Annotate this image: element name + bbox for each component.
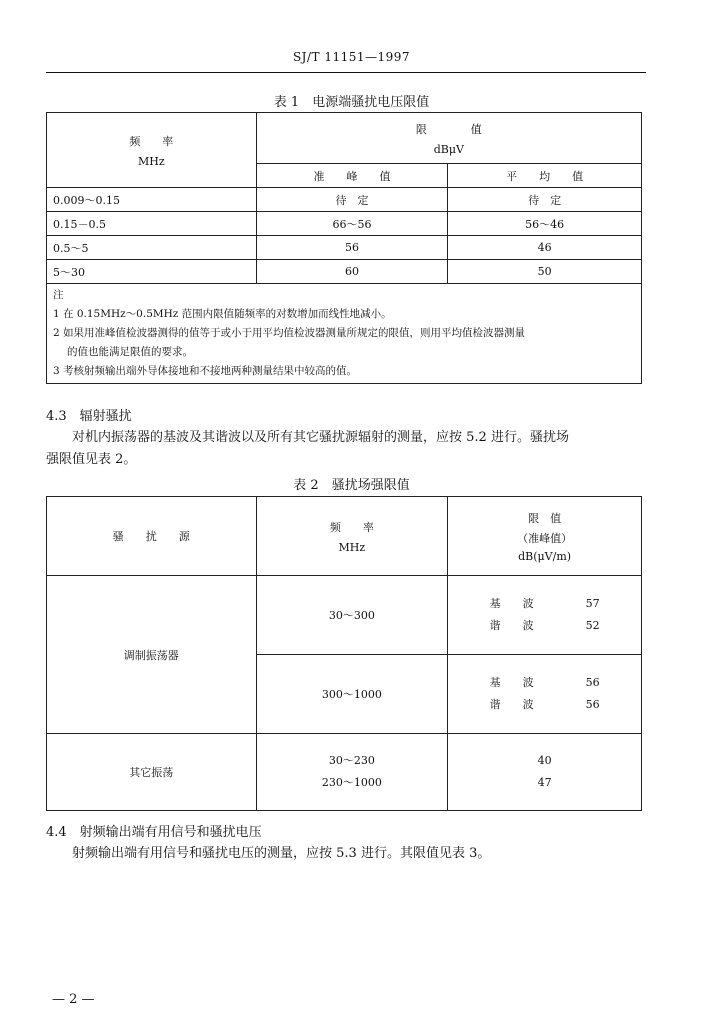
table1-row4-freq: 5～30	[47, 260, 257, 284]
table2-limit-unit: dB(μV/m)	[518, 549, 572, 563]
table-row	[47, 236, 642, 260]
table1-row1-avg: 待 定	[448, 188, 642, 212]
table2-freq-header	[256, 497, 448, 576]
section-4-3-para-line2: 强限值见表 2。	[46, 452, 137, 467]
table2-caption: 表 2 骚扰场强限值	[293, 478, 410, 493]
note-2-continued: 的值也能满足限值的要求。	[67, 346, 193, 358]
band1-harm-label: 谐 波	[489, 619, 534, 632]
table2-other-freq	[256, 734, 448, 811]
note-2: 2 如果用准峰值检波器测得的值等于或小于用平均值检波器测量所规定的限值，则用平均值检波器测量	[53, 327, 526, 339]
table2-limit-label: 限 值	[528, 511, 562, 525]
note-1: 1 在 0.15MHz～0.5MHz 范围内限值随频率的对数增加而线性地减小。	[53, 308, 392, 320]
table1-row1-freq: 0.009～0.15	[47, 188, 257, 212]
table1-row3-qp: 56	[256, 236, 448, 260]
band1-harmonic	[490, 615, 600, 637]
table1-row2-qp: 66～56	[256, 212, 448, 236]
table2-limit-sub: （准峰值）	[517, 531, 573, 545]
table1-limit-header	[256, 113, 641, 164]
band1-fundamental	[490, 593, 600, 615]
table1-avg-header: 平 均 值	[448, 164, 642, 188]
table1-row3-avg: 46	[448, 236, 642, 260]
table1-limit-unit: dBμV	[433, 142, 464, 156]
band2-harmonic	[490, 694, 600, 716]
table1-row4-avg: 50	[448, 260, 642, 284]
band1-fund-value: 57	[585, 597, 600, 610]
band2-harm-label: 谐 波	[489, 698, 534, 711]
table2-band1-freq: 30～300	[256, 576, 448, 655]
table1-row3-freq: 0.5～5	[47, 236, 257, 260]
table1-caption: 表 1 电源端骚扰电压限值	[273, 95, 430, 110]
table2-freq-unit: MHz	[338, 540, 366, 554]
table2-band2-limits	[448, 655, 642, 734]
document-code: SJ/T 11151—1997	[292, 50, 411, 64]
table2-source-header: 骚 扰 源	[47, 497, 257, 576]
section-4-4-heading: 4.4 射频输出端有用信号和骚扰电压	[46, 825, 262, 840]
header-rule	[46, 72, 646, 73]
table1-row2-avg: 56～46	[448, 212, 642, 236]
other-freq-2: 230～1000	[321, 776, 382, 789]
table-row	[47, 212, 642, 236]
band2-fund-label: 基 波	[489, 676, 534, 689]
section-4-3-para-line1: 对机内振荡器的基波及其谐波以及所有其它骚扰源辐射的测量，应按 5.2 进行。骚扰场	[72, 430, 569, 445]
table1-row2-freq: 0.15－0.5	[47, 212, 257, 236]
band1-harm-value: 52	[585, 619, 600, 632]
band2-fund-value: 56	[585, 676, 600, 689]
table1-row1-qp: 待 定	[256, 188, 448, 212]
table2-band2-freq: 300～1000	[256, 655, 448, 734]
table1-row4-qp: 60	[256, 260, 448, 284]
table1-limit-label: 限 值	[415, 122, 482, 136]
table-row	[47, 576, 642, 655]
table-row	[47, 260, 642, 284]
table1-freq-unit: MHz	[137, 154, 165, 168]
band2-fundamental	[490, 672, 600, 694]
table2-source-modulated-osc: 调制振荡器	[47, 576, 257, 734]
table2-band1-limits	[448, 576, 642, 655]
table2	[46, 496, 642, 811]
other-val-2: 47	[537, 776, 552, 789]
section-4-3-heading: 4.3 辐射骚扰	[46, 409, 132, 424]
table-row	[47, 188, 642, 212]
table2-other-limits	[448, 734, 642, 811]
table2-freq-label: 频 率	[329, 520, 374, 534]
note-3: 3 考核射频输出端外导体接地和不接地两种测量结果中较高的值。	[53, 365, 358, 377]
table1-freq-label: 频 率	[129, 134, 174, 148]
table-row	[47, 734, 642, 811]
table1-qp-header: 准 峰 值	[256, 164, 448, 188]
other-freq-1: 30～230	[328, 754, 375, 767]
other-val-1: 40	[537, 754, 552, 767]
table1-freq-header	[47, 113, 257, 188]
table2-source-other: 其它振荡	[47, 734, 257, 811]
table1-notes	[47, 284, 642, 384]
page-number: — 2 —	[52, 992, 95, 1007]
table2-limit-header	[448, 497, 642, 576]
table1	[46, 112, 642, 384]
notes-title: 注	[53, 289, 64, 301]
band2-harm-value: 56	[585, 698, 600, 711]
section-4-4-para: 射频输出端有用信号和骚扰电压的测量，应按 5.3 进行。其限值见表 3。	[72, 846, 491, 861]
band1-fund-label: 基 波	[489, 597, 534, 610]
